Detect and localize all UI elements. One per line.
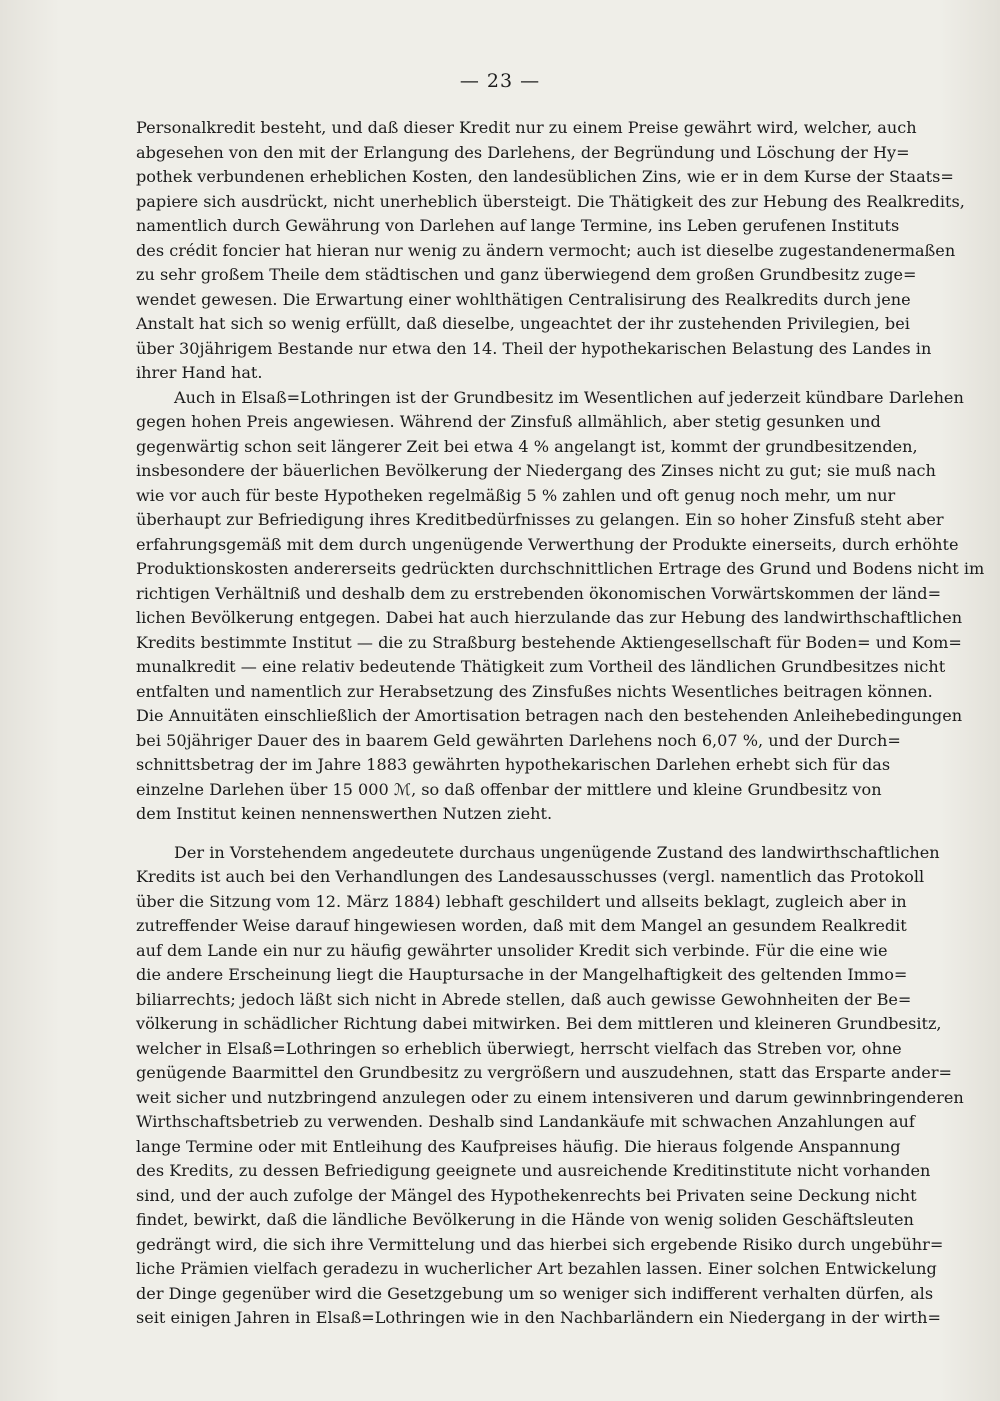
text-line: liche Prämien vielfach geradezu in wucherlicher Art bezahlen lassen. Einer solchen Entwickelung xyxy=(136,1259,937,1278)
text-line: seit einigen Jahren in Elsaß=Lothringen wie in den Nachbarländern ein Niedergang in der wirth= xyxy=(136,1308,942,1327)
text-line: richtigen Verhältniß und deshalb dem zu erstrebenden ökonomischen Vorwärtskommen der länd= xyxy=(136,583,942,603)
text-line: biliarrechts; jedoch läßt sich nicht in Abrede stellen, daß auch gewisse Gewohnheiten der Be= xyxy=(136,989,912,1009)
text-line: wendet gewesen. Die Erwartung einer wohlthätigen Centralisirung des Realkredits durch jene xyxy=(136,289,911,309)
text-line: gegen hohen Preis angewiesen. Während der Zinsfuß allmählich, aber stetig gesunken und xyxy=(136,412,881,431)
text-line: sind, und der auch zufolge der Mängel des Hypothekenrechts bei Privaten seine Deckung nicht xyxy=(136,1185,917,1205)
text-line: Kredits ist auch bei den Verhandlungen des Landesausschusses (vergl. namentlich das Protokoll xyxy=(136,867,925,886)
text-line: lichen Bevölkerung entgegen. Dabei hat auch hierzulande das zur Hebung des landwirthschaftlichen xyxy=(136,608,963,627)
text-line: genügende Baarmittel den Grundbesitz zu vergrößern und auszudehnen, statt das Ersparte ander= xyxy=(136,1063,953,1082)
text-line: abgesehen von den mit der Erlangung des Darlehens, der Begründung und Löschung der Hy= xyxy=(136,142,910,162)
text-line: insbesondere der bäuerlichen Bevölkerung der Niedergang des Zinses nicht zu gut; sie muß nach xyxy=(136,461,936,480)
text-line: des crédit foncier hat hieran nur wenig zu ändern vermocht; auch ist dieselbe zugestandenermaßen xyxy=(136,240,956,260)
text-line: überhaupt zur Befriedigung ihres Kreditbedürfnisses zu gelangen. Ein so hoher Zinsfuß steht aber xyxy=(136,510,944,529)
text-line: Anstalt hat sich so wenig erfüllt, daß dieselbe, ungeachtet der ihr zustehenden Privilegien, bei xyxy=(136,314,910,333)
text-line: papiere sich ausdrückt, nicht unerheblich übersteigt. Die Thätigkeit des zur Hebung des Realkredits, xyxy=(136,191,965,211)
text-line: gedrängt wird, die sich ihre Vermittelung und das hierbei sich ergebende Risiko durch ungebühr= xyxy=(136,1234,944,1254)
text-line: Auch in Elsaß=Lothringen ist der Grundbesitz im Wesentlichen auf jederzeit kündbare Darlehen xyxy=(174,387,964,407)
text-line: zutreffender Weise darauf hingewiesen worden, daß mit dem Mangel an gesundem Realkredit xyxy=(136,916,907,935)
text-line: Wirthschaftsbetrieb zu verwenden. Deshalb sind Landankäufe mit schwachen Anzahlungen auf xyxy=(136,1112,915,1131)
text-line: ihrer Hand hat. xyxy=(136,363,263,382)
text-line: namentlich durch Gewährung von Darlehen auf lange Termine, ins Leben gerufenen Instituts xyxy=(136,216,900,235)
text-line: Produktionskosten andererseits gedrückten durchschnittlichen Ertrage des Grund und Bodens nicht im xyxy=(136,559,985,578)
paragraph-1 xyxy=(136,116,965,386)
page-number: — 23 — xyxy=(459,70,541,92)
text-line: weit sicher und nutzbringend anzulegen oder zu einem intensiveren und darum gewinnbringenderen xyxy=(136,1087,964,1107)
text-line: Der in Vorstehendem angedeutete durchaus ungenügende Zustand des landwirthschaftlichen xyxy=(174,842,940,862)
text-line: auf dem Lande ein nur zu häufig gewährter unsolider Kredit sich verbinde. Für die eine wie xyxy=(136,940,888,960)
text-line: munalkredit — eine relativ bedeutende Thätigkeit zum Vortheil des ländlichen Grundbesitzes nicht xyxy=(136,657,946,676)
text-line: gegenwärtig schon seit längerer Zeit bei etwa 4 % angelangt ist, kommt der grundbesitzenden, xyxy=(136,436,918,456)
text-line: Kredits bestimmte Institut — die zu Straßburg bestehende Aktiengesellschaft für Boden= und Kom= xyxy=(136,632,962,652)
text-line: entfalten und namentlich zur Herabsetzung des Zinsfußes nichts Wesentliches beitragen können. xyxy=(136,681,933,701)
text-line: welcher in Elsaß=Lothringen so erheblich überwiegt, herrscht vielfach das Streben vor, ohne xyxy=(136,1038,902,1058)
text-line: erfahrungsgemäß mit dem durch ungenügende Verwerthung der Produkte einerseits, durch erhöhte xyxy=(136,534,959,554)
text-line: die andere Erscheinung liegt die Hauptursache in der Mangelhaftigkeit des geltenden Immo= xyxy=(136,965,908,984)
text-line: dem Institut keinen nennenswerthen Nutzen zieht. xyxy=(136,804,553,823)
text-line: schnittsbetrag der im Jahre 1883 gewährten hypothekarischen Darlehen erhebt sich für das xyxy=(136,755,891,774)
paragraph-3 xyxy=(136,841,964,1331)
text-line: der Dinge gegenüber wird die Gesetzgebung um so weniger sich indifferent verhalten dürfen, als xyxy=(136,1283,934,1303)
text-line: findet, bewirkt, daß die ländliche Bevölkerung in die Hände von wenig soliden Geschäftsleuten xyxy=(136,1210,914,1229)
paragraph-2 xyxy=(136,386,985,827)
text-line: Die Annuitäten einschließlich der Amortisation betragen nach den bestehenden Anleihebedingungen xyxy=(136,706,963,725)
text-line: pothek verbundenen erheblichen Kosten, den landesüblichen Zins, wie er in dem Kurse der Staats= xyxy=(136,167,954,186)
text-line: völkerung in schädlicher Richtung dabei mitwirken. Bei dem mittleren und kleineren Grundbesitz, xyxy=(136,1014,942,1033)
paragraph-gap xyxy=(136,827,846,841)
text-line: wie vor auch für beste Hypotheken regelmäßig 5 % zahlen und oft genug noch mehr, um nur xyxy=(136,485,896,505)
text-line: bei 50jähriger Dauer des in baarem Geld gewährten Darlehens noch 6,07 %, und der Durch= xyxy=(136,730,901,750)
text-line: lange Termine oder mit Entleihung des Kaufpreises häufig. Die hieraus folgende Anspannung xyxy=(136,1136,901,1156)
text-line: einzelne Darlehen über 15 000 ℳ, so daß offenbar der mittlere und kleine Grundbesitz von xyxy=(136,779,882,799)
text-line: des Kredits, zu dessen Befriedigung geeignete und ausreichende Kreditinstitute nicht vorhanden xyxy=(136,1161,931,1180)
text-line: zu sehr großem Theile dem städtischen und ganz überwiegend dem großen Grundbesitz zuge= xyxy=(136,265,917,284)
text-line: über 30jährigem Bestande nur etwa den 14. Theil der hypothekarischen Belastung des Landes in xyxy=(136,338,932,358)
body-text xyxy=(136,116,985,1331)
text-line: Personalkredit besteht, und daß dieser Kredit nur zu einem Preise gewährt wird, welcher, auch xyxy=(136,118,917,137)
text-line: über die Sitzung vom 12. März 1884) lebhaft geschildert und allseits beklagt, zugleich aber in xyxy=(136,891,907,911)
